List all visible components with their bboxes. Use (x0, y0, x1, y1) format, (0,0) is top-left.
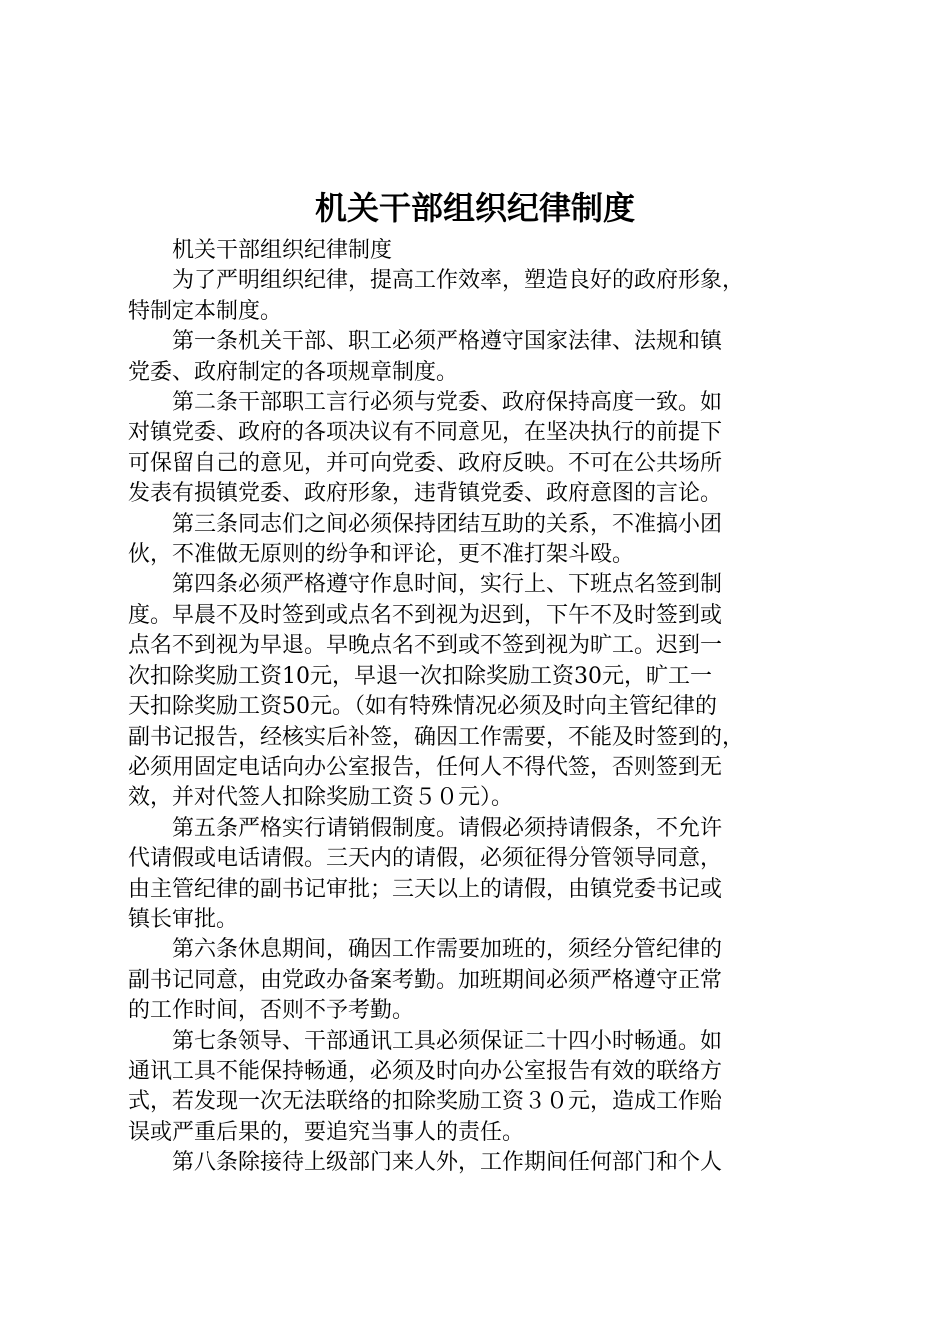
paragraph-subtitle: 机关干部组织纪律制度 (172, 238, 393, 263)
paragraph-article-7: 第七条领导、干部通讯工具必须保证二十四小时畅通。如 通讯工具不能保持畅通，必须及时向办公室报告有效的联络方 式，若发现一次无法联络的扣除奖励工资３０元，造成工作贻 误或严重后果的，要追究当事人的责任。 (128, 1028, 723, 1145)
document-title: 机关干部组织纪律制度 (314, 189, 635, 227)
paragraph-article-1: 第一条机关干部、职工必须严格遵守国家法律、法规和镇 党委、政府制定的各项规章制度。 (128, 329, 723, 385)
paragraph-article-5: 第五条严格实行请销假制度。请假必须持请假条，不允许 代请假或电话请假。三天内的请假，必须征得分管领导同意， 由主管纪律的副书记审批；三天以上的请假，由镇党委书记或 镇长审批。 (128, 815, 723, 932)
paragraph-preamble: 为了严明组织纪律，提高工作效率，塑造良好的政府形象， 特制定本制度。 (128, 268, 745, 324)
paragraph-article-4: 第四条必须严格遵守作息时间，实行上、下班点名签到制 度。早晨不及时签到或点名不到视为迟到，下午不及时签到或 点名不到视为早退。早晚点名不到或不签到视为旷工。迟到一 次扣除奖励工资10元，早退一次扣除奖励工资30元，旷工一 天扣除奖励工资50元。（如有特殊情况必须及时向主管纪律的 副书记报告，经核实后补签，确因工作需要，不能及时签到的， 必须用固定电话向办公室报告，任何人不得代签，否则签到无 效，并对代签人扣除奖励工资５０元）。 (128, 572, 745, 811)
paragraph-article-8: 第八条除接待上级部门来人外，工作期间任何部门和个人 (172, 1150, 723, 1176)
paragraph-article-2: 第二条干部职工言行必须与党委、政府保持高度一致。如 对镇党委、政府的各项决议有不同意见，在坚决执行的前提下 可保留自己的意见，并可向党委、政府反映。不可在公共场所 发表有损镇党委、政府形象，违背镇党委、政府意图的言论。 (128, 390, 723, 507)
paragraph-article-3: 第三条同志们之间必须保持团结互助的关系，不准搞小团 伙，不准做无原则的纷争和评论，更不准打架斗殴。 (128, 511, 723, 568)
paragraph-article-6: 第六条休息期间，确因工作需要加班的，须经分管纪律的 副书记同意，由党政办备案考勤。加班期间必须严格遵守正常 的工作时间，否则不予考勤。 (128, 937, 723, 1024)
document-body (128, 236, 833, 1179)
